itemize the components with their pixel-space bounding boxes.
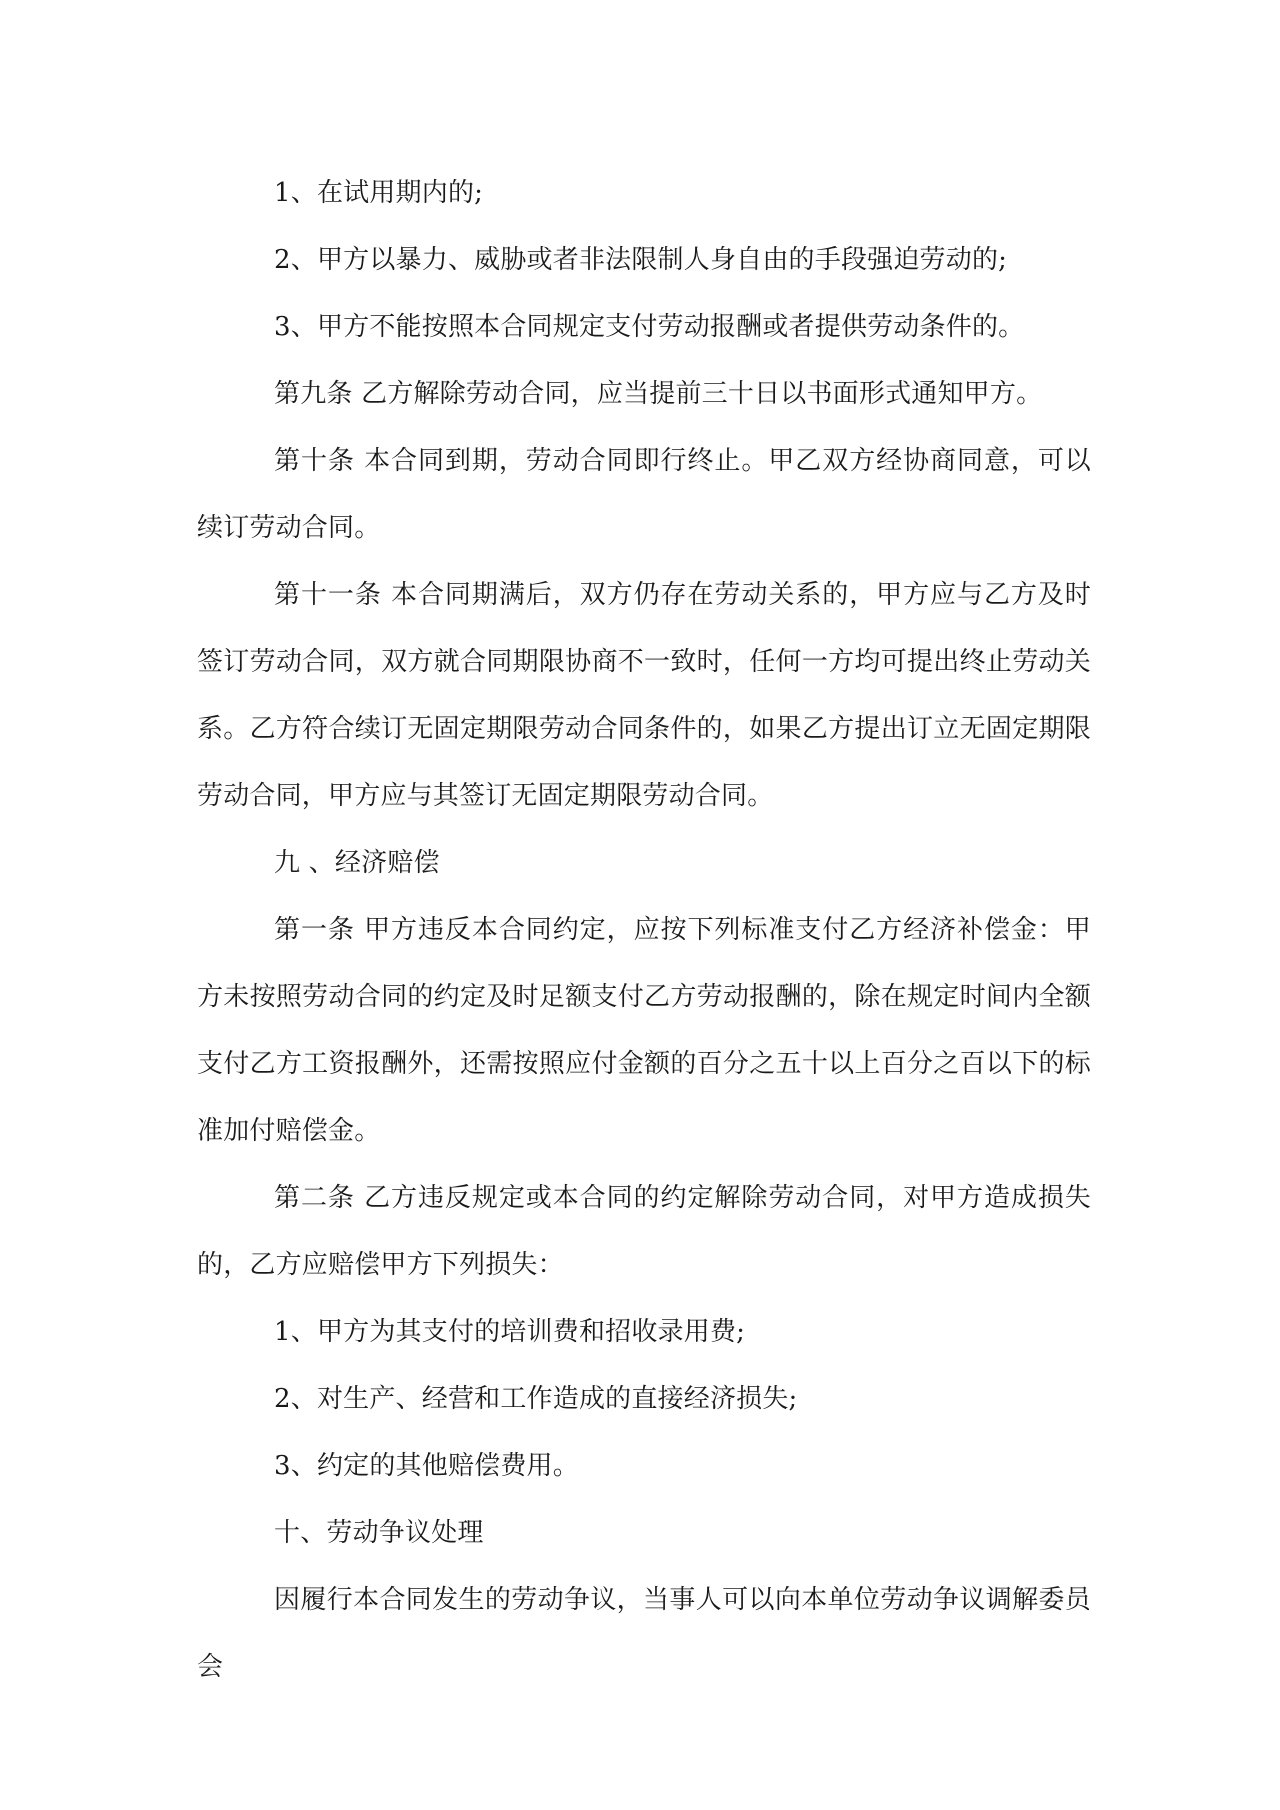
section-heading-dispute: 十、劳动争议处理 xyxy=(274,1518,484,1548)
document-body xyxy=(197,160,1091,1701)
article-10: 第十条 本合同到期，劳动合同即行终止。甲乙双方经协商同意，可以续订劳动合同。 xyxy=(197,446,1091,543)
dispute-paragraph: 因履行本合同发生的劳动争议，当事人可以向本单位劳动争议调解委员会 xyxy=(197,1585,1091,1682)
list-item-training-fees: 1、甲方为其支付的培训费和招收录用费; xyxy=(274,1317,746,1347)
article-9: 第九条 乙方解除劳动合同，应当提前三十日以书面形式通知甲方。 xyxy=(274,379,1043,409)
compensation-article-1: 第一条 甲方违反本合同约定，应按下列标准支付乙方经济补偿金：甲方未按照劳动合同的约定及时足额支付乙方劳动报酬的，除在规定时间内全额支付乙方工资报酬外，还需按照应付金额的百分之五十以上百分之百以下的标准加付赔偿金。 xyxy=(197,915,1091,1146)
section-heading-compensation: 九 、经济赔偿 xyxy=(274,848,440,878)
list-item-other-costs: 3、约定的其他赔偿费用。 xyxy=(274,1451,579,1481)
compensation-article-2: 第二条 乙方违反规定或本合同的约定解除劳动合同，对甲方造成损失的，乙方应赔偿甲方下列损失： xyxy=(197,1183,1091,1280)
article-11: 第十一条 本合同期满后，双方仍存在劳动关系的，甲方应与乙方及时签订劳动合同，双方就合同期限协商不一致时，任何一方均可提出终止劳动关系。乙方符合续订无固定期限劳动合同条件的，如果乙方提出订立无固定期限劳动合同，甲方应与其签订无固定期限劳动合同。 xyxy=(197,580,1091,811)
list-item-unpaid-wages: 3、甲方不能按照本合同规定支付劳动报酬或者提供劳动条件的。 xyxy=(274,312,1025,342)
list-item-probation: 1、在试用期内的; xyxy=(274,178,484,208)
list-item-direct-losses: 2、对生产、经营和工作造成的直接经济损失; xyxy=(274,1384,798,1414)
list-item-forced-labor: 2、甲方以暴力、威胁或者非法限制人身自由的手段强迫劳动的; xyxy=(274,245,1008,275)
